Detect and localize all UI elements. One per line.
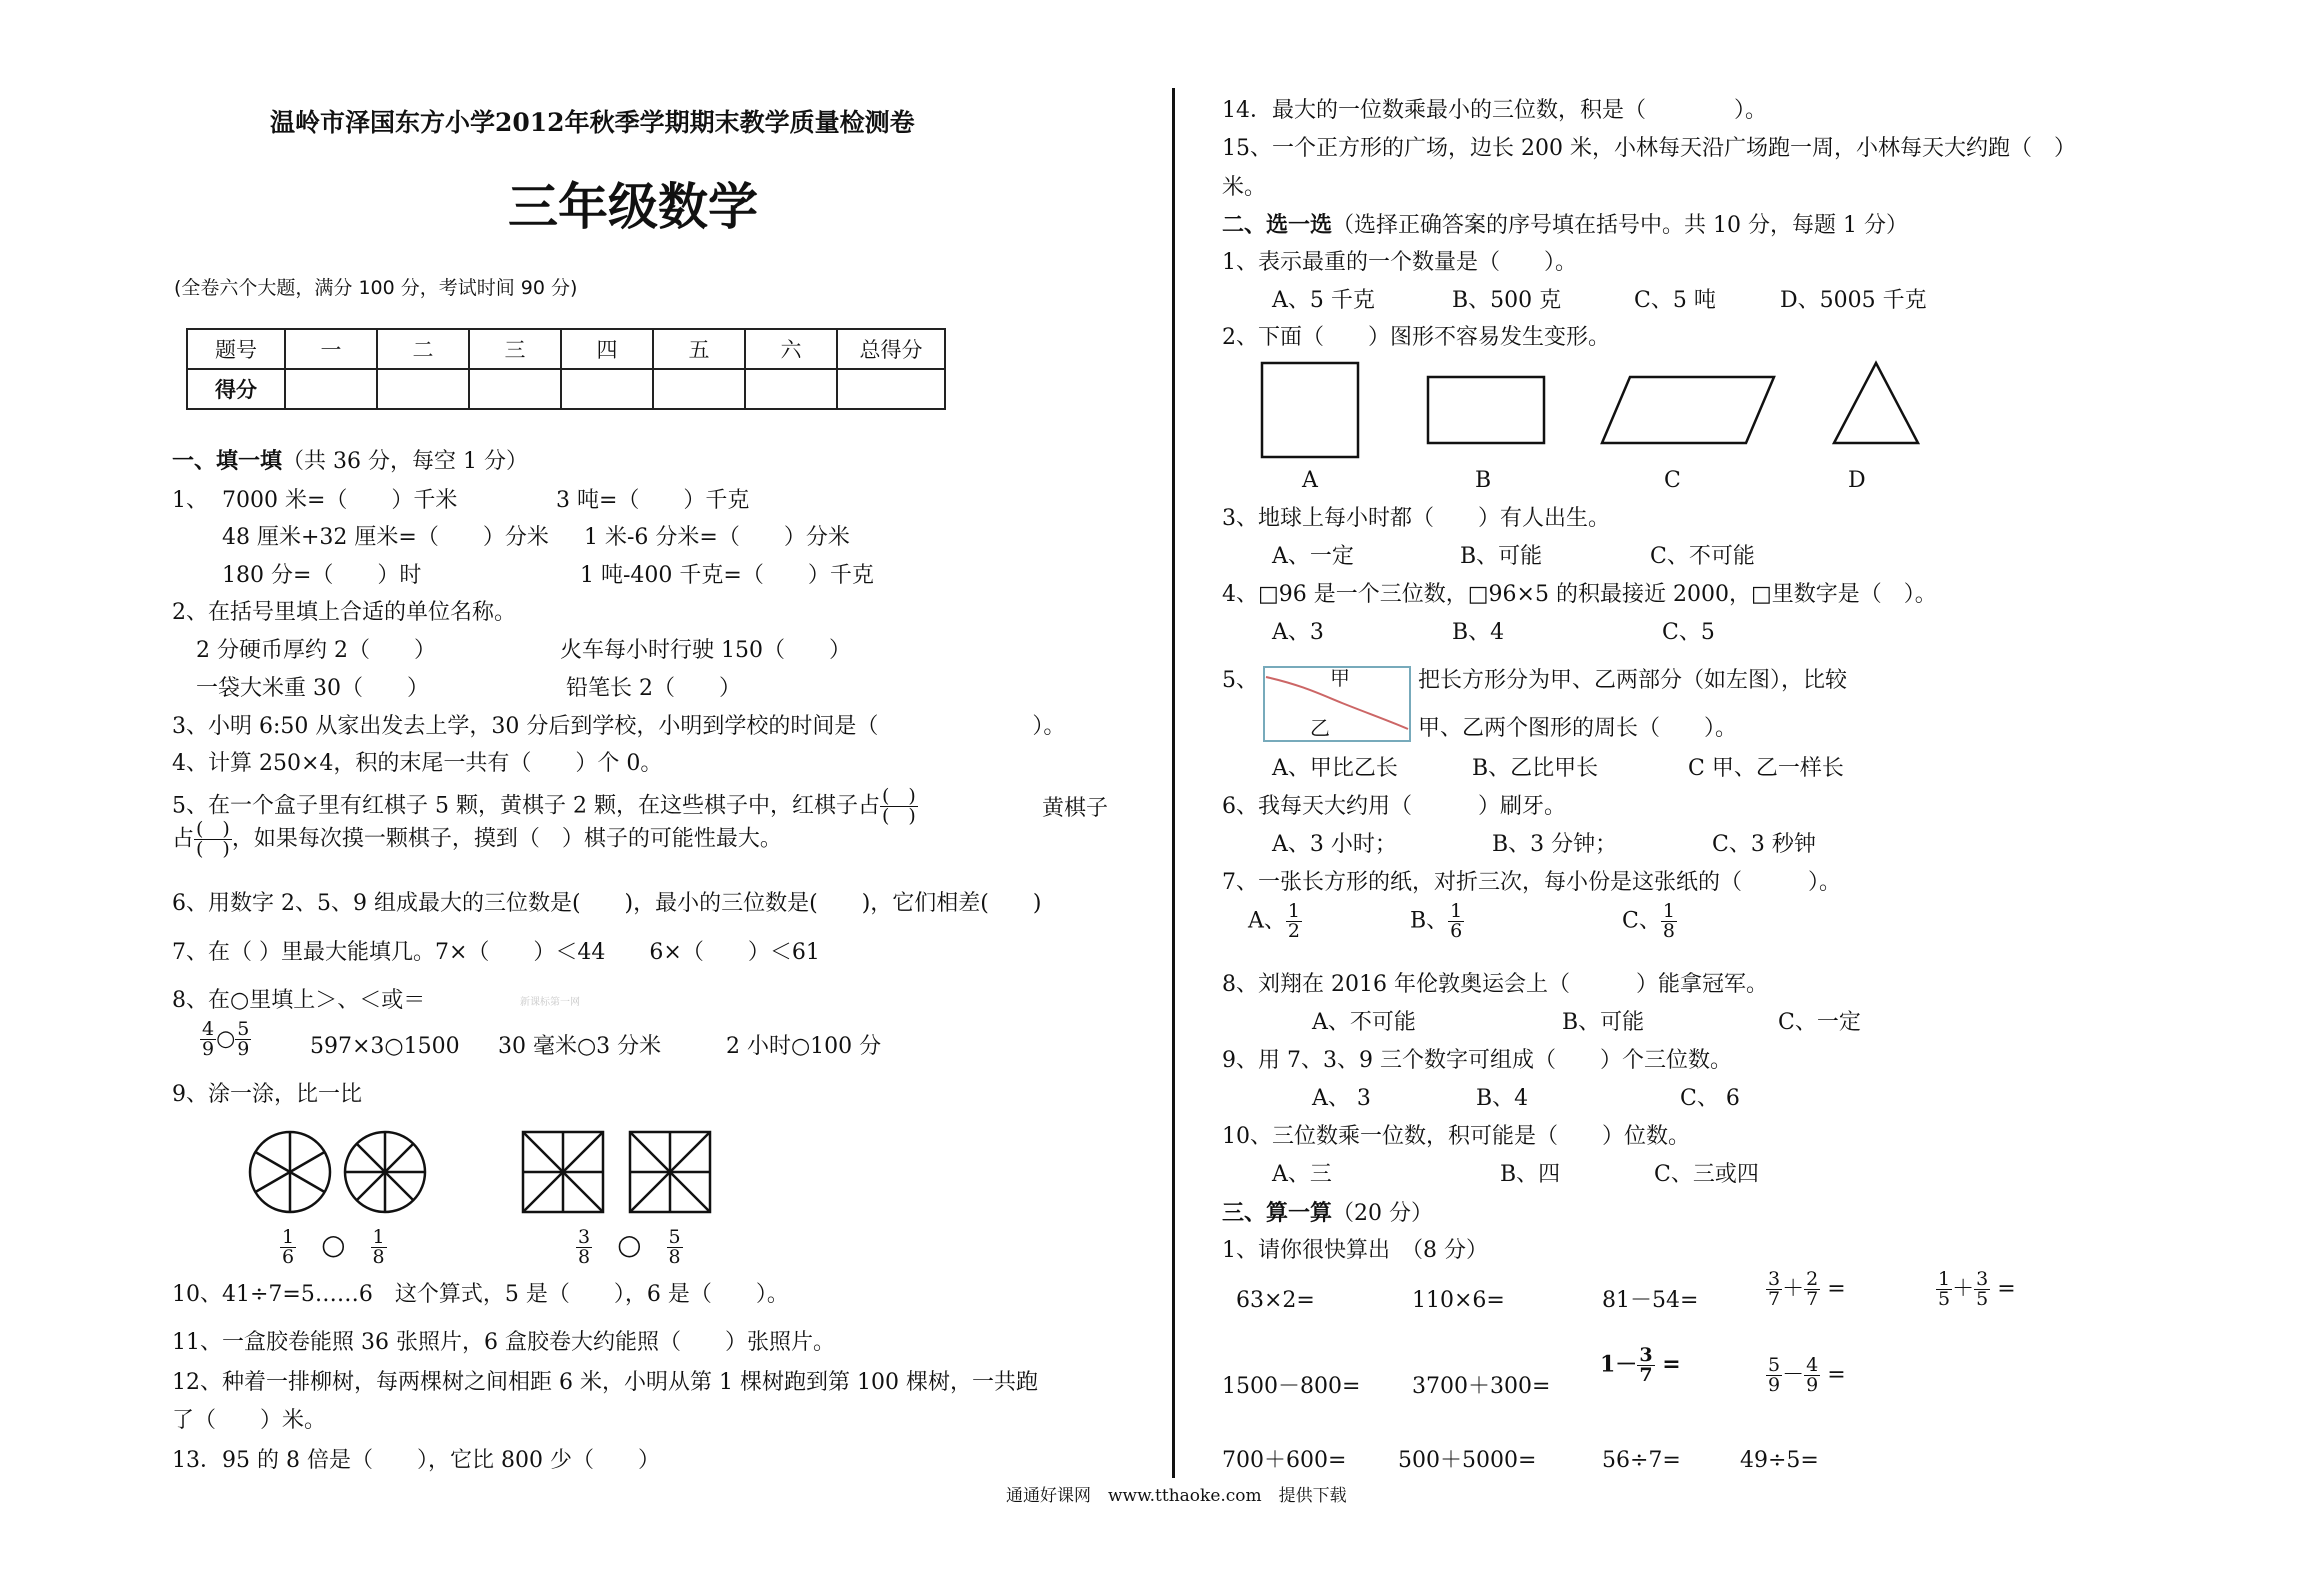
calc-r3-a: 700＋600=	[1222, 1448, 1347, 1473]
s2-q2-text: 2、下面（ ）图形不容易发生变形。	[1222, 325, 1610, 350]
q11-text: 11、一盒胶卷能照 36 张照片，6 盒胶卷大约能照（ ）张照片。	[172, 1330, 835, 1355]
s2-q7-opt-c	[1622, 902, 1677, 941]
calc-r1-c: 81－54=	[1602, 1288, 1699, 1313]
s2-q8-text: 8、刘翔在 2016 年伦敦奥运会上（ ）能拿冠军。	[1222, 972, 1768, 997]
q9-text: 9、涂一涂，比一比	[172, 1082, 362, 1107]
q1-item-f: 1 吨-400 千克=（ ）千克	[580, 563, 874, 588]
frac-den: 7	[1806, 1288, 1819, 1310]
q2-item-b: 火车每小时行驶 150（ ）	[560, 638, 851, 663]
score-cell: 二	[377, 329, 469, 369]
frac-num: 3	[1639, 1344, 1653, 1366]
q5-part-d: ，如果每次摸一颗棋子，摸到（ ）棋子的可能性最大。	[231, 826, 782, 852]
frac-den: 9	[1768, 1374, 1781, 1396]
q8-item-c: 30 毫米○3 分米	[498, 1034, 662, 1059]
q7-text: 7、在（ ）里最大能填几。7×（ ）＜44 6×（ ）＜61	[172, 940, 820, 965]
calc-r1-b: 110×6=	[1412, 1288, 1505, 1313]
calc-r1-a: 63×2=	[1236, 1288, 1315, 1313]
s2-q9-opt-a: A、 3	[1312, 1086, 1371, 1111]
s2-q8-opt-a: A、不可能	[1312, 1010, 1416, 1035]
frac-num: ( )	[881, 785, 916, 807]
square-eighths-left	[523, 1132, 603, 1212]
score-cell: 一	[285, 329, 377, 369]
s2-q4-opt-b: B、4	[1452, 620, 1505, 645]
s2-q8-opt-c: C、一定	[1778, 1010, 1861, 1035]
frac-num: 5	[237, 1018, 250, 1040]
q12-line2: 了（ ）米。	[172, 1408, 327, 1433]
s2-q1-opt-b: B、500 克	[1452, 288, 1562, 313]
score-cell: 总得分	[837, 329, 945, 369]
q9-shapes	[240, 1120, 750, 1230]
calc-r2-a: 1500－800=	[1222, 1374, 1361, 1399]
calc-r2-c: 1－ $\frac{3}{7}$ =	[1600, 1344, 1681, 1386]
shape-label-c: C	[1664, 468, 1681, 493]
frac-den: 6	[1450, 920, 1463, 942]
s2-q10-text: 10、三位数乘一位数，积可能是（ ）位数。	[1222, 1124, 1690, 1149]
parallelogram-shape	[1602, 377, 1774, 443]
section1-note: （共 36 分，每空 1 分）	[282, 449, 528, 474]
frac-den: 9	[202, 1038, 215, 1060]
s2-q3-opt-c: C、不可能	[1650, 544, 1755, 569]
q2-item-a: 2 分硬币厚约 2（ ）	[196, 638, 436, 663]
fraction	[1661, 902, 1677, 941]
exam-info: (全卷六个大题，满分 100 分，考试时间 90 分)	[174, 277, 578, 299]
q1-item-c: 48 厘米+32 厘米=（ ）分米	[222, 525, 549, 550]
q6-text: 6、用数字 2、5、9 组成最大的三位数是( )，最小的三位数是( )，它们相差( )	[172, 891, 1042, 916]
frac-num: 1	[1938, 1268, 1951, 1290]
q4-text: 4、计算 250×4，积的末尾一共有（ ）个 0。	[172, 751, 663, 776]
score-cell: 六	[745, 329, 837, 369]
fraction	[1766, 1270, 1782, 1309]
score-cell: 题号	[187, 329, 285, 369]
fraction	[1766, 1356, 1782, 1395]
compare-circle: ○	[321, 1227, 346, 1261]
q15-line2: 米。	[1222, 175, 1267, 200]
s2-q4-opt-c: C、5	[1662, 620, 1715, 645]
frac-num: 4	[202, 1018, 215, 1040]
frac-num: 1	[1287, 900, 1300, 922]
s2-q7-text: 7、一张长方形的纸，对折三次，每小份是这张纸的（ ）。	[1222, 870, 1841, 895]
s2-q3-opt-b: B、可能	[1460, 544, 1543, 569]
frac-den: 9	[1806, 1374, 1819, 1396]
frac-num: 1	[282, 1226, 295, 1248]
triangle-shape	[1834, 363, 1918, 443]
section2-note: （选择正确答案的序号填在括号中。共 10 分，每题 1 分）	[1332, 213, 1908, 238]
score-blank-cell	[469, 369, 561, 409]
compare-circle: ○	[216, 1026, 236, 1052]
s2-q1-opt-a: A、5 千克	[1272, 288, 1375, 313]
frac-den: 8	[668, 1246, 681, 1268]
frac-num: 4	[1806, 1354, 1819, 1376]
fraction	[667, 1228, 683, 1267]
q2-shapes	[1250, 355, 1950, 465]
column-divider	[1172, 88, 1175, 1478]
section3-note: （20 分）	[1332, 1201, 1434, 1226]
q2-item-c: 一袋大米重 30（ ）	[196, 676, 429, 701]
s2-q1-opt-d: D、5005 千克	[1780, 288, 1927, 313]
q15-line1: 15、一个正方形的广场，边长 200 米，小林每天沿广场跑一周，小林每天大约跑（ ）	[1222, 136, 2076, 161]
yi-label: 乙	[1310, 716, 1330, 740]
frac-den: 5	[1938, 1288, 1951, 1310]
q1-item-a: 7000 米=（ ）千米	[222, 488, 458, 513]
q10-text: 10、41÷7=5……6 这个算式，5 是（ ），6 是（ ）。	[172, 1282, 789, 1307]
s2-q3-opt-a: A、一定	[1272, 544, 1354, 569]
frac-den: 9	[237, 1038, 250, 1060]
q1-item-b: 3 吨=（ ）千克	[556, 488, 750, 513]
whole-number: 1－	[1600, 1351, 1638, 1378]
square-shape	[1262, 363, 1358, 457]
score-blank-cell	[745, 369, 837, 409]
fraction	[371, 1228, 387, 1267]
frac-den: ( )	[196, 838, 230, 860]
score-table-score-row	[187, 369, 945, 409]
q1-item-d: 1 米-6 分米=（ ）分米	[584, 525, 850, 550]
s2-q6-opt-a: A、3 小时；	[1272, 832, 1397, 857]
q13-text: 13．95 的 8 倍是（ ），它比 800 少（ ）	[172, 1448, 660, 1473]
s2-q8-opt-b: B、可能	[1562, 1010, 1645, 1035]
q2-text: 2、在括号里填上合适的单位名称。	[172, 600, 516, 625]
q9-fraction-row-right	[576, 1228, 683, 1267]
shape-label-a: A	[1302, 468, 1318, 493]
score-cell: 得分	[187, 369, 285, 409]
frac-num: 1	[372, 1226, 385, 1248]
score-cell: 四	[561, 329, 653, 369]
score-blank-cell	[837, 369, 945, 409]
fraction	[1804, 1356, 1820, 1395]
score-blank-cell	[285, 369, 377, 409]
frac-den: 5	[1976, 1288, 1989, 1310]
frac-den: 8	[372, 1246, 385, 1268]
q3-text: 3、小明 6:50 从家出发去上学，30 分后到学校，小明到学校的时间是（ ）。	[172, 714, 1066, 739]
q8-item-b: 597×3○1500	[310, 1034, 460, 1059]
section2-title: 二、选一选	[1222, 212, 1333, 238]
q8-item-a	[200, 1020, 251, 1059]
score-cell: 三	[469, 329, 561, 369]
frac-num: 3	[1976, 1268, 1989, 1290]
s2-q4-text: 4、□96 是一个三位数，□96×5 的积最接近 2000，□里数字是（ ）。	[1222, 582, 1937, 607]
calc-r1-e: $\frac{1}{5}$ ＋ $\frac{3}{5}$ =	[1938, 1268, 2016, 1310]
s2-q5-opt-a: A、甲比乙长	[1272, 756, 1398, 781]
s2-q5-line1: 把长方形分为甲、乙两部分（如左图），比较	[1418, 668, 1848, 693]
s2-q7-opt-a	[1248, 902, 1302, 941]
s2-q5-num: 5、	[1222, 668, 1258, 693]
jia-label: 甲	[1330, 666, 1350, 690]
q1-label: 1、	[172, 488, 208, 513]
frac-num: 1	[1450, 900, 1463, 922]
score-blank-cell	[377, 369, 469, 409]
frac-num: 5	[668, 1226, 681, 1248]
frac-num: 1	[1662, 900, 1675, 922]
shape-label-d: D	[1848, 468, 1866, 493]
s2-q10-opt-b: B、四	[1500, 1162, 1561, 1187]
s2-q5-line2: 甲、乙两个图形的周长（ ）。	[1418, 716, 1738, 741]
frac-den: 8	[1662, 920, 1675, 942]
q8-item-d: 2 小时○100 分	[726, 1034, 882, 1059]
watermark-text: 新课标第一网	[520, 997, 580, 1008]
frac-num: 2	[1806, 1268, 1819, 1290]
s3-q1-text: 1、请你很快算出 （8 分）	[1222, 1238, 1488, 1263]
s2-q5-opt-b: B、乙比甲长	[1472, 756, 1599, 781]
option-label: A、	[1248, 908, 1286, 934]
q5-part-a: 5、在一个盒子里有红棋子 5 颗，黄棋子 2 颗，在这些棋子中，红棋子占	[172, 793, 880, 819]
fraction	[1637, 1346, 1654, 1385]
s2-q9-text: 9、用 7、3、9 三个数字可组成（ ）个三位数。	[1222, 1048, 1732, 1073]
s2-q5-opt-c: C 甲、乙一样长	[1688, 756, 1844, 781]
frac-den: 7	[1768, 1288, 1781, 1310]
frac-den: 8	[578, 1246, 591, 1268]
frac-num: ( )	[196, 818, 230, 840]
fraction	[280, 1228, 296, 1267]
q9-fraction-row-left	[280, 1228, 387, 1267]
s2-q9-opt-c: C、 6	[1680, 1086, 1740, 1111]
calc-r3-d: 49÷5=	[1740, 1448, 1819, 1473]
s2-q1-text: 1、表示最重的一个数量是（ ）。	[1222, 250, 1577, 275]
subject-title: 三年级数学	[508, 178, 758, 236]
s2-q10-opt-a: A、三	[1272, 1162, 1332, 1187]
option-label: C、	[1622, 908, 1661, 934]
q5-part-c: 占	[172, 826, 195, 852]
score-blank-cell	[653, 369, 745, 409]
frac-num: 5	[1768, 1354, 1781, 1376]
calc-r3-b: 500＋5000=	[1398, 1448, 1537, 1473]
frac-num: 3	[1768, 1268, 1781, 1290]
frac-den: ( )	[881, 805, 916, 827]
s2-q4-opt-a: A、3	[1272, 620, 1324, 645]
fraction	[1804, 1270, 1820, 1309]
footer-credit: 通通好课网 www.tthaoke.com 提供下载	[1006, 1486, 1347, 1506]
s2-q9-opt-b: B、4	[1476, 1086, 1529, 1111]
section1-heading	[172, 450, 528, 473]
frac-den: 2	[1287, 920, 1300, 942]
q5-yellow-fraction	[194, 820, 232, 859]
q5-part-b: 黄棋子	[1042, 796, 1109, 821]
s2-q7-opt-b	[1410, 902, 1464, 941]
q1-item-e: 180 分=（ ）时	[222, 563, 422, 588]
s2-q6-text: 6、我每天大约用（ ）刷牙。	[1222, 794, 1566, 819]
square-eighths-right	[630, 1132, 710, 1212]
score-table-header-row	[187, 329, 945, 369]
q12-line1: 12、种着一排柳树，每两棵树之间相距 6 米，小明从第 1 棵树跑到第 100 棵树，一共跑	[172, 1370, 1038, 1395]
fraction	[1448, 902, 1464, 941]
q14-text: 14．最大的一位数乘最小的三位数，积是（ ）。	[1222, 98, 1767, 123]
fraction	[200, 1020, 216, 1059]
q2-item-d: 铅笔长 2（ ）	[566, 676, 741, 701]
calc-r1-d: $\frac{3}{7}$ ＋ $\frac{2}{7}$ =	[1768, 1268, 1846, 1310]
calc-r3-c: 56÷7=	[1602, 1448, 1681, 1473]
school-title: 温岭市泽国东方小学2012年秋季学期期末教学质量检测卷	[270, 108, 915, 137]
q8-text: 8、在○里填上＞、＜或＝	[172, 988, 426, 1013]
s2-q6-opt-c: C、3 秒钟	[1712, 832, 1816, 857]
fraction	[235, 1020, 251, 1059]
circle-sixths	[250, 1132, 330, 1212]
q5-line2	[172, 820, 782, 859]
shape-label-b: B	[1475, 468, 1492, 493]
calc-r2-d: $\frac{5}{9}$ － $\frac{4}{9}$ =	[1768, 1354, 1846, 1396]
section1-title: 一、填一填	[172, 448, 283, 474]
circle-eighths	[345, 1132, 425, 1212]
s2-q1-opt-c: C、5 吨	[1634, 288, 1716, 313]
option-label: B、	[1410, 908, 1449, 934]
s2-q3-text: 3、地球上每小时都（ ）有人出生。	[1222, 506, 1610, 531]
fraction	[576, 1228, 592, 1267]
calc-r2-b: 3700＋300=	[1412, 1374, 1551, 1399]
q5-red-fraction	[880, 787, 918, 826]
fraction	[1936, 1270, 1952, 1309]
score-table	[186, 328, 946, 410]
section2-heading	[1222, 214, 1908, 237]
score-cell: 五	[653, 329, 745, 369]
section3-heading	[1222, 1202, 1433, 1225]
section3-title: 三、算一算	[1222, 1200, 1333, 1226]
compare-circle: ○	[617, 1227, 642, 1261]
s2-q6-opt-b: B、3 分钟；	[1492, 832, 1618, 857]
s2-q10-opt-c: C、三或四	[1654, 1162, 1759, 1187]
score-blank-cell	[561, 369, 653, 409]
fraction	[1974, 1270, 1990, 1309]
frac-den: 6	[282, 1246, 295, 1268]
frac-num: 3	[578, 1226, 591, 1248]
frac-den: 7	[1639, 1364, 1653, 1386]
rectangle-shape	[1428, 377, 1544, 443]
fraction	[1286, 902, 1302, 941]
